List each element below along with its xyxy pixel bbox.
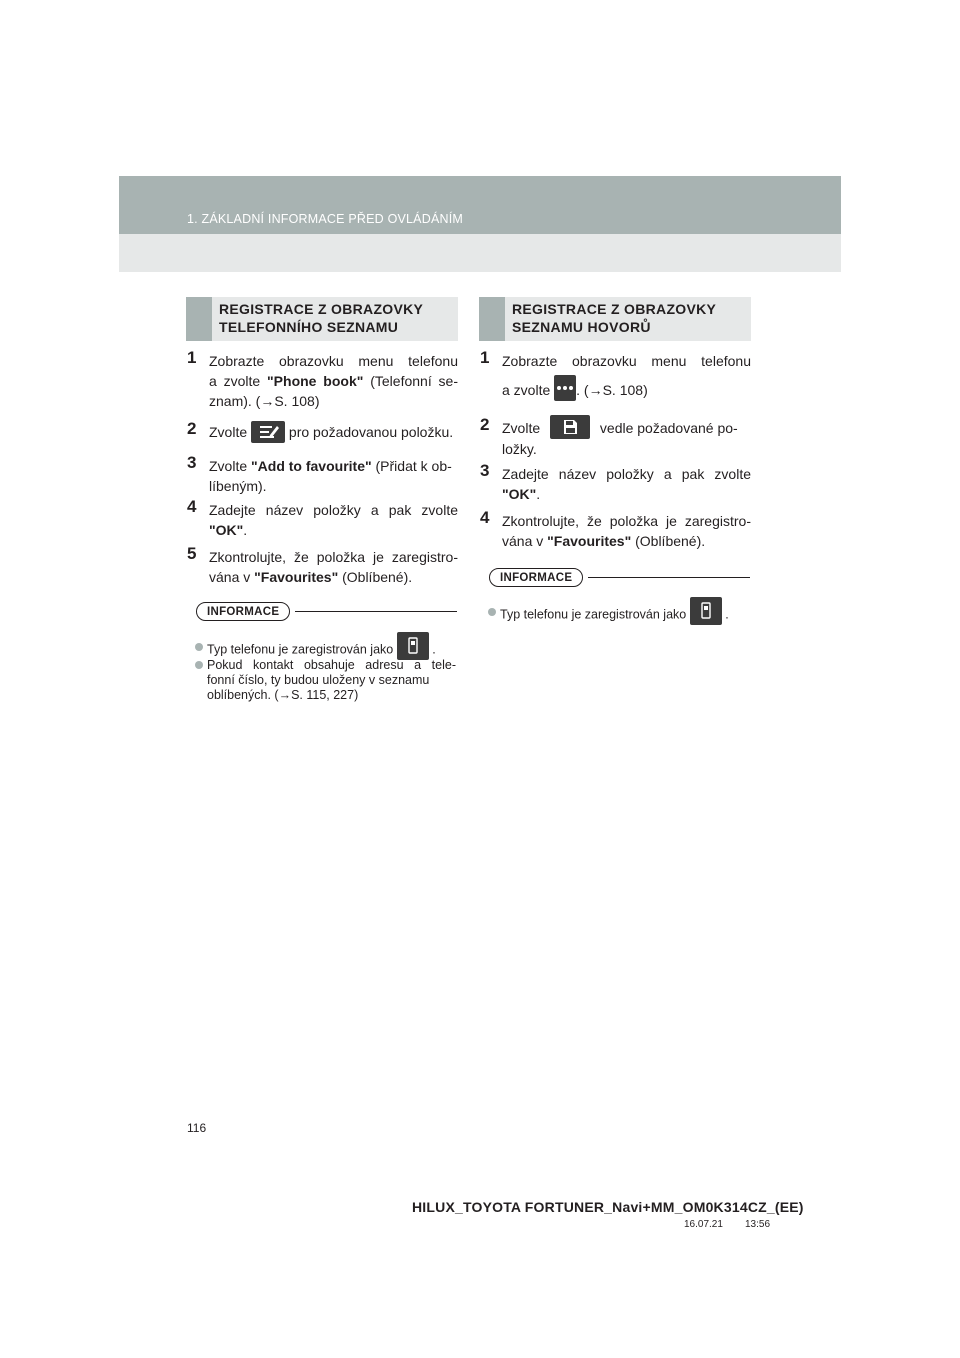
step-number: 3 [480, 461, 490, 480]
header-sub-band [119, 234, 841, 272]
step-number: 2 [187, 419, 197, 438]
right-heading-line1: REGISTRACE Z OBRAZOVKY [512, 301, 717, 317]
heading-accent-bar [479, 297, 505, 341]
step-number: 2 [480, 415, 490, 434]
arrow-icon: → [260, 393, 275, 409]
step-number: 5 [187, 544, 197, 563]
ok-label: "OK" [502, 486, 537, 502]
step-number: 3 [187, 453, 197, 472]
info-label: INFORMACE [489, 568, 583, 587]
step-number: 4 [187, 497, 197, 516]
print-time: 13:56 [745, 1219, 771, 1230]
left-heading-line2: TELEFONNÍHO SEZNAMU [219, 319, 399, 335]
document-id: HILUX_TOYOTA FORTUNER_Navi+MM_OM0K314CZ_(EE) [412, 1199, 804, 1215]
step-number: 1 [480, 348, 490, 367]
bullet-dot [488, 608, 496, 616]
ok-label: "OK" [209, 522, 244, 538]
page-number: 116 [187, 1121, 207, 1135]
step-text: Zobrazte obrazovku menu telefonu [209, 353, 458, 369]
add-to-favourite-label: "Add to favourite" [251, 458, 372, 474]
chapter-title: 1. ZÁKLADNÍ INFORMACE PŘED OVLÁDÁNÍM [187, 212, 463, 226]
mobile-phone-icon [397, 632, 429, 660]
heading-accent-bar [186, 297, 212, 341]
right-heading-line2: SEZNAMU HOVORŮ [512, 319, 651, 335]
info-divider [295, 611, 457, 612]
edit-list-icon [251, 421, 285, 443]
right-section-heading [479, 297, 751, 341]
info-divider [588, 577, 750, 578]
step-number: 4 [480, 508, 490, 527]
info-label: INFORMACE [196, 602, 290, 621]
favourites-label: "Favourites" [254, 569, 339, 585]
step-number: 1 [187, 348, 197, 367]
arrow-icon: → [278, 688, 292, 702]
save-disk-icon [550, 415, 590, 439]
phone-book-label: "Phone book" [267, 373, 364, 389]
favourites-label: "Favourites" [547, 533, 632, 549]
arrow-icon: → [588, 382, 603, 398]
print-date: 16.07.21 [684, 1219, 723, 1230]
bullet-dot [195, 661, 203, 669]
more-dots-icon [554, 375, 576, 401]
left-heading-line1: REGISTRACE Z OBRAZOVKY [219, 301, 424, 317]
bullet-dot [195, 643, 203, 651]
mobile-phone-icon [690, 597, 722, 625]
left-section-heading [186, 297, 458, 341]
